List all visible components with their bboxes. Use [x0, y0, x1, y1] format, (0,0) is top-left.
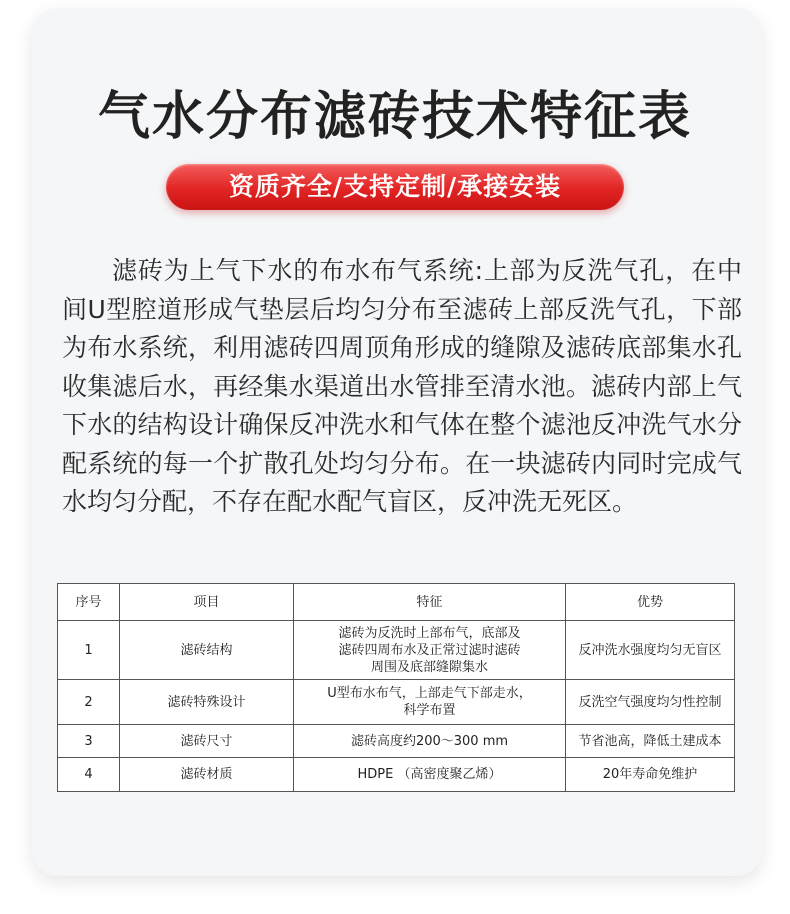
cell-feature	[294, 725, 566, 758]
feature-line: U型布水布气，上部走气下部走水，	[327, 686, 532, 701]
cell-advantage: 反洗空气强度均匀性控制	[566, 680, 735, 725]
feature-line: 滤砖为反洗时上部布气，底部及	[338, 625, 521, 641]
cell-item: 滤砖结构	[120, 621, 294, 680]
cell-advantage: 节省池高，降低土建成本	[566, 725, 735, 758]
description-paragraph: 滤砖为上气下水的布水布气系统:上部为反洗气孔，在中间U型腔道形成气垫层后均匀分布至滤砖上部反洗气孔，下部为布水系统，利用滤砖四周顶角形成的缝隙及滤砖底部集水孔收集滤后水，再经集水渠道出水管排至清水池。滤砖内部上气下水的结构设计确保反冲洗水和气体在整个滤池反冲洗气水分配系统的每一个扩散孔处均匀分布。在一块滤砖内同时完成气水均匀分配，不存在配水配气盲区，反冲洗无死区。	[62, 256, 742, 516]
header-advantage: 优势	[566, 584, 735, 621]
table-row	[58, 725, 735, 758]
cell-index: 2	[58, 680, 120, 725]
cell-feature	[294, 680, 566, 725]
cell-advantage: 20年寿命免维护	[566, 758, 735, 792]
feature-line: 周围及底部缝隙集水	[370, 659, 488, 675]
cell-advantage: 反冲洗水强度均匀无盲区	[566, 621, 735, 680]
feature-line: 科学布置	[403, 703, 456, 718]
header-index: 序号	[58, 584, 120, 621]
header-item: 项目	[120, 584, 294, 621]
cell-index: 3	[58, 725, 120, 758]
spec-table	[57, 583, 735, 792]
feature-badge: 资质齐全/支持定制/承接安装	[166, 164, 624, 210]
feature-line: 滤砖四周布水及正常过滤时滤砖	[338, 642, 521, 658]
cell-feature	[294, 621, 566, 680]
table-row	[58, 758, 735, 792]
table-header-row	[58, 584, 735, 621]
cell-feature	[294, 758, 566, 792]
table-row	[58, 621, 735, 680]
cell-item: 滤砖材质	[120, 758, 294, 792]
feature-line: 滤砖高度约200～300 mm	[350, 733, 509, 749]
table-row	[58, 680, 735, 725]
cell-item: 滤砖特殊设计	[120, 680, 294, 725]
feature-line: HDPE （高密度聚乙烯）	[357, 767, 502, 782]
page-title: 气水分布滤砖技术特征表	[97, 87, 692, 147]
cell-index: 4	[58, 758, 120, 792]
cell-item: 滤砖尺寸	[120, 725, 294, 758]
cell-index: 1	[58, 621, 120, 680]
header-feature: 特征	[294, 584, 566, 621]
